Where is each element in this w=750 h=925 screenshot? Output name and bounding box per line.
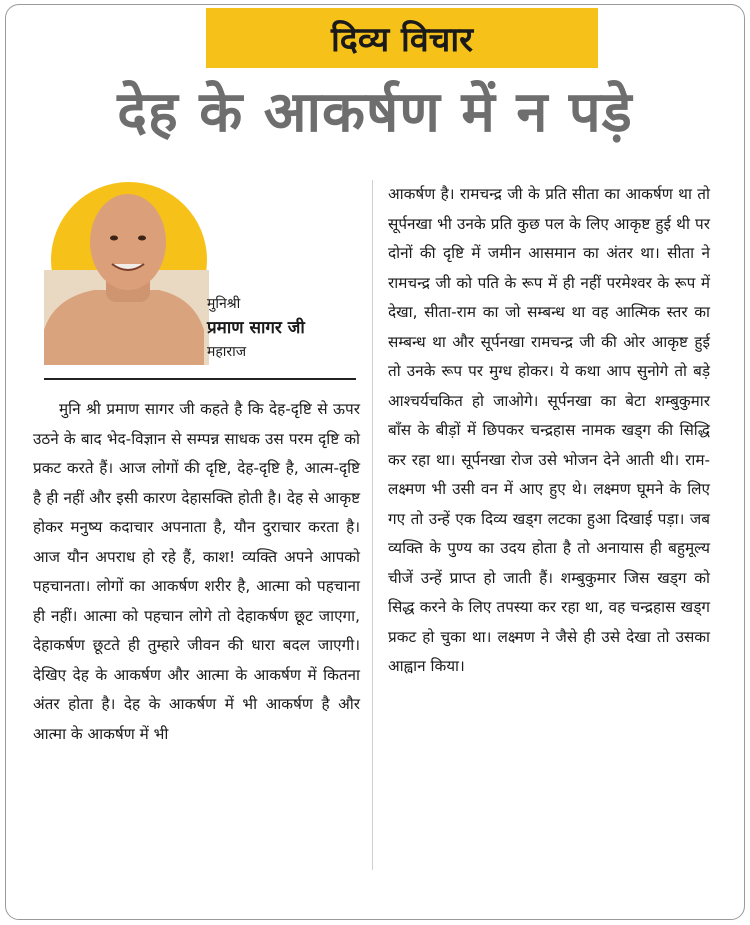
article-column-2 (388, 180, 710, 682)
author-suffix: महाराज (207, 344, 247, 360)
author-portrait (44, 180, 209, 365)
section-label: दिव्य विचार (206, 8, 598, 68)
column-2-text: आकर्षण है। रामचन्द्र जी के प्रति सीता का आकर्षण था तो सूर्पनखा भी उनके प्रति कुछ पल के लिए आकृष्ट हुई थी पर दोनों की दृष्टि में जमीन आसमान का अंतर था। सीता ने रामचन्द्र जी को पति के रूप में ही नहीं परमेश्वर के रूप में देखा, सीता-राम का जो सम्बन्ध था वह आत्मिक स्तर का सम्बन्ध था और सूर्पनखा रामचन्द्र जी की ओर आकृष्ट हुई तो उनके रूप पर मुग्ध होकर। ये कथा आप सुनोगे तो बड़े आश्चर्यचकित हो जाओगे। सूर्पनखा का बेटा शम्बुकुमार बाँस के बीड़ों में छिपकर चन्द्रहास नामक खड्ग की सिद्धि कर रहा था। सूर्पनखा रोज उसे भोजन देने आती थी। राम-लक्ष्मण भी उसी वन में आए हुए थे। लक्ष्मण घूमने के लिए गए तो उन्हें एक दिव्य खड्ग लटका हुआ दिखाई पड़ा। जब व्यक्ति के पुण्य का उदय होता है तो अनायास ही बहुमूल्य चीजें उन्हें प्राप्त हो जाती हैं। शम्बुकुमार जिस खड्ग को सिद्ध करने के लिए तपस्या कर रहा था, वह चन्द्रहास खड्ग प्रकट हो चुका था। लक्ष्मण ने जैसे ही उसे देखा तो उसका आह्वान किया। (388, 185, 710, 675)
portrait-head (90, 194, 166, 290)
author-byline (207, 292, 305, 364)
column-1-text: मुनि श्री प्रमाण सागर जी कहते है कि देह-दृष्टि से ऊपर उठने के बाद भेद-विज्ञान से सम्पन्न साधक उस परम दृष्टि को प्रकट करते हैं। आज लोगों की दृष्टि, देह-दृष्टि है, आत्म-दृष्टि है ही नहीं और इसी कारण देहासक्ति होती है। देह से आकृष्ट होकर मनुष्य कदाचार अपनाता है, यौन दुराचार करता है। आज यौन अपराध हो रहे हैं, काश! व्यक्ति अपने आपको पहचानता। लोगों का आकर्षण शरीर है, आत्मा को पहचाना ही नहीं। आत्मा को पहचान लोगे तो देहाकर्षण छूट जाएगा, देहाकर्षण छूटते ही तुम्हारे जीवन की धारा बदल जाएगी। देखिए देह के आकर्षण और आत्मा के आकर्षण में कितना अंतर होता है। देह के आकर्षण में भी आकर्षण है और आत्मा के आकर्षण में भी (33, 400, 360, 743)
headline: देह के आकर्षण में न पड़े (117, 80, 633, 145)
author-name: प्रमाण सागर जी (207, 318, 305, 338)
divider-rule (44, 378, 356, 380)
article-column-1 (33, 395, 360, 749)
column-divider (372, 180, 373, 870)
author-prefix: मुनिश्री (207, 296, 241, 312)
